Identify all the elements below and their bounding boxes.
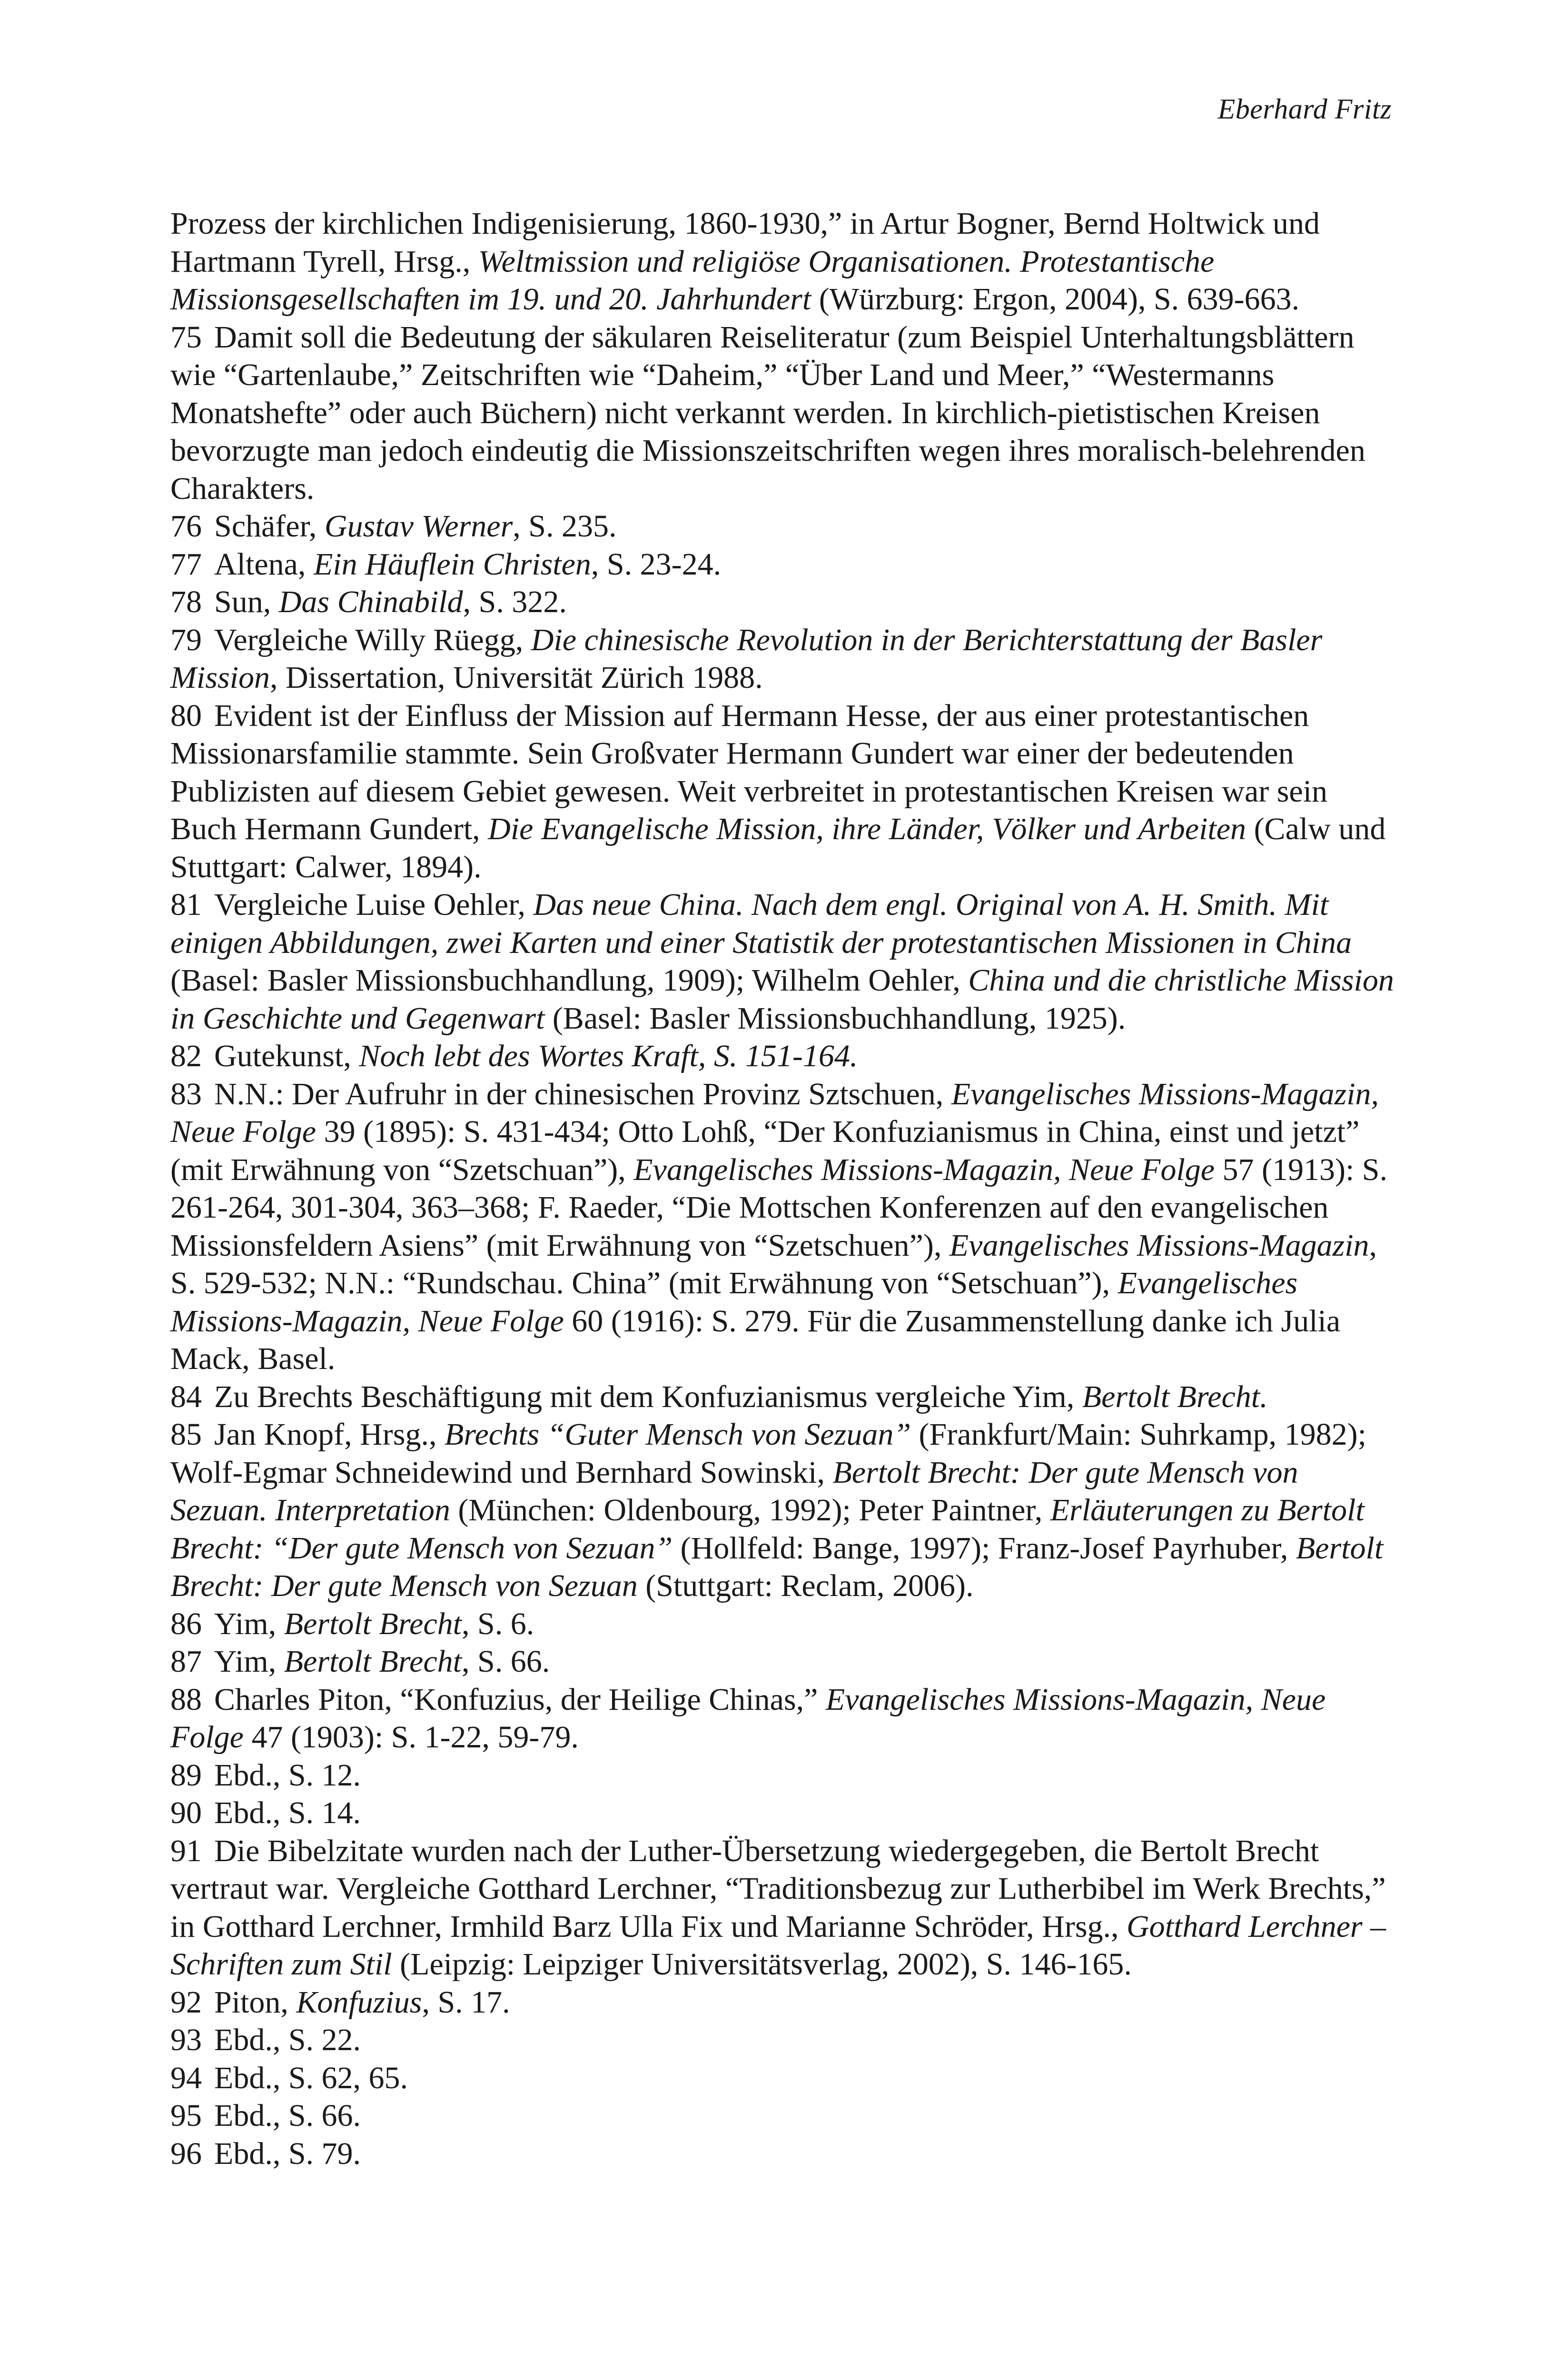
- endnote-title: Weltmission und religiöse Organisationen. Protestantische Missionsgesellschaften im 19. und 20. Jahrhundert: [170, 244, 1215, 317]
- endnote-text: Evident ist der Einfluss der Mission auf Hermann Hesse, der aus einer protestantischen Missionarsfamilie stammte. Sein Großvater Hermann Gundert war einer der bedeutenden Publizisten auf diesem Gebiet gewesen. Weit verbreitet in protestantischen Kreisen war sein Buch Hermann Gundert,: [170, 698, 1328, 846]
- endnote: [170, 507, 1398, 545]
- endnote-title: Erläuterungen zu Bertolt Brecht: “Der gute Mensch von Sezuan”: [170, 1493, 1365, 1566]
- endnote: [170, 1037, 1398, 1075]
- endnote: [170, 2059, 1398, 2097]
- endnote-text: N.N.: Der Aufruhr in der chinesischen Provinz Sztschuen,: [214, 1076, 951, 1111]
- endnote-number: 80: [170, 698, 202, 733]
- running-head: Eberhard Fritz: [1217, 93, 1392, 125]
- endnote: [170, 545, 1398, 584]
- endnote-number: 89: [170, 1757, 202, 1793]
- endnote-number: 91: [170, 1833, 202, 1868]
- endnote: [170, 1983, 1398, 2022]
- endnote-title: Gotthard Lerchner – Schriften zum Stil: [170, 1909, 1386, 1982]
- endnote-title: Die Evangelische Mission, ihre Länder, Völker und Arbeiten: [488, 812, 1246, 846]
- endnote-text: (Basel: Basler Missionsbuchhandlung, 1925).: [544, 1001, 1126, 1036]
- endnote-number: 78: [170, 585, 202, 619]
- endnote-text: Damit soll die Bedeutung der säkularen Reiseliteratur (zum Beispiel Unterhaltungsblättern wie “Gartenlaube,” Zeitschriften wie “Daheim,” “Über Land und Meer,” “Westermanns Monatshefte” oder auch Büchern) nicht verkannt werden. In kirchlich-pietistischen Kreisen bevorzugte man jedoch eindeutig die Missionszeitschriften wegen ihres moralisch-belehrenden Charakters.: [170, 319, 1365, 506]
- endnote: [170, 1378, 1398, 1416]
- endnote: [170, 1756, 1398, 1795]
- endnote-text: (Basel: Basler Missionsbuchhandlung, 1909); Wilhelm Oehler,: [170, 963, 969, 998]
- endnote-text: Vergleiche Willy Rüegg,: [214, 622, 531, 657]
- endnote-number: 84: [170, 1379, 202, 1414]
- endnote-text: (Würzburg: Ergon, 2004), S. 639-663.: [811, 282, 1300, 317]
- endnote-text: Schäfer,: [214, 509, 325, 544]
- endnote-number: 83: [170, 1076, 202, 1111]
- endnote-text: Yim,: [214, 1606, 284, 1641]
- endnote: [170, 886, 1398, 1037]
- endnote-title: Bertolt Brecht: Der gute Mensch von Sezuan. Interpretation: [170, 1455, 1298, 1527]
- endnote: [170, 1681, 1398, 1756]
- endnote-title: Bertolt Brecht: Der gute Mensch von Sezuan: [170, 1530, 1384, 1603]
- endnote: [170, 1605, 1398, 1643]
- endnote-text: , S. 529-532; N.N.: “Rundschau. China” (mit Erwähnung von “Setschuan”),: [170, 1228, 1377, 1300]
- endnote-text: , Dissertation, Universität Zürich 1988.: [270, 660, 763, 695]
- endnote-number: 77: [170, 546, 202, 582]
- endnote-title: Bertolt Brecht.: [1082, 1379, 1268, 1414]
- endnote-text: Prozess der kirchlichen Indigenisierung, 1860-1930,” in Artur Bogner, Bernd Holtwick und Hartmann Tyrell, Hrsg.,: [170, 206, 1320, 279]
- endnote: [170, 2097, 1398, 2135]
- endnote: [170, 318, 1398, 508]
- endnote-title: Noch lebt des Wortes Kraft, S. 151-164.: [359, 1039, 858, 1073]
- endnote-title: Bertolt Brecht: [284, 1644, 462, 1679]
- endnote-title: Das neue China. Nach dem engl. Original von A. H. Smith. Mit einigen Abbildungen, zwei Karten und einer Statistik der protestantischen Missionen in China: [170, 887, 1352, 960]
- endnote: [170, 697, 1398, 886]
- endnote-title: Konfuzius: [296, 1984, 422, 2020]
- endnote-text: Ebd., S. 62, 65.: [214, 2060, 408, 2095]
- endnote-number: 88: [170, 1682, 202, 1717]
- endnote-title: Ein Häuflein Christen: [313, 546, 591, 582]
- endnote-text: , S. 322.: [463, 585, 567, 619]
- endnote-number: 90: [170, 1795, 202, 1830]
- endnote-text: , S. 66.: [461, 1644, 550, 1679]
- endnote: [170, 2021, 1398, 2059]
- endnote-text: Ebd., S. 14.: [214, 1795, 361, 1830]
- endnote-title: Das Chinabild: [278, 585, 463, 619]
- endnote-text: 39 (1895): S. 431-434; Otto Lohß, “Der Konfuzianismus in China, einst und jetzt” (mit Erwähnung von “Szetschuan”),: [170, 1114, 1360, 1187]
- endnote-text: Ebd., S. 22.: [214, 2023, 361, 2057]
- endnote-text: , S. 235.: [513, 509, 617, 544]
- endnote-text: Piton,: [214, 1984, 297, 2020]
- endnote-number: 86: [170, 1606, 202, 1641]
- endnote-number: 92: [170, 1984, 202, 2020]
- endnote: [170, 1643, 1398, 1681]
- endnote-text: Altena,: [214, 546, 314, 582]
- endnote: [170, 1075, 1398, 1378]
- endnote: [170, 621, 1398, 697]
- endnote: [170, 1832, 1398, 1983]
- endnote-number: 85: [170, 1417, 202, 1452]
- endnote-title: Die chinesische Revolution in der Berichterstattung der Basler Mission: [170, 622, 1323, 695]
- endnote-text: 57 (1913): S. 261-264, 301-304, 363–368; F. Raeder, “Die Mottschen Konferenzen auf den evangelischen Missionsfeldern Asiens” (mit Erwähnung von “Szetschuen”),: [170, 1152, 1387, 1263]
- endnote-text: , S. 6.: [461, 1606, 534, 1641]
- endnote-text: (Frankfurt/Main: Suhrkamp, 1982); Wolf-Egmar Schneidewind und Bernhard Sowinski,: [170, 1417, 1366, 1490]
- endnote-title: Bertolt Brecht: [284, 1606, 462, 1641]
- endnote-text: (Stuttgart: Reclam, 2006).: [637, 1568, 974, 1603]
- endnote-title: China und die christliche Mission in Geschichte und Gegenwart: [170, 963, 1394, 1036]
- endnote-number: 87: [170, 1644, 202, 1679]
- endnote-number: 75: [170, 319, 202, 355]
- endnote-text: Sun,: [214, 585, 279, 619]
- endnote: [170, 583, 1398, 621]
- endnotes: [170, 205, 1398, 2172]
- endnote: [170, 2135, 1398, 2173]
- endnote-title: Evangelisches Missions-Magazin, Neue Folge: [633, 1152, 1215, 1187]
- endnote-text: Ebd., S. 12.: [214, 1757, 361, 1793]
- endnote-text: Ebd., S. 79.: [214, 2136, 361, 2171]
- endnote-number: 94: [170, 2060, 202, 2095]
- endnote-text: , S. 23-24.: [591, 546, 722, 582]
- endnote-text: (Leipzig: Leipziger Universitätsverlag, 2002), S. 146-165.: [392, 1947, 1132, 1982]
- endnote-number: 81: [170, 887, 202, 922]
- endnote-title: Evangelisches Missions-Magazin: [949, 1228, 1369, 1263]
- endnote-text: 60 (1916): S. 279. Für die Zusammenstellung danke ich Julia Mack, Basel.: [170, 1303, 1341, 1376]
- endnote-title: Evangelisches Missions-Magazin, Neue Folge: [170, 1682, 1326, 1755]
- endnote-text: (Hollfeld: Bange, 1997); Franz-Josef Payrhuber,: [673, 1530, 1296, 1566]
- endnote-title: Evangelisches Missions-Magazin, Neue Folge: [170, 1076, 1379, 1149]
- endnote-number: 76: [170, 509, 202, 544]
- endnote: [170, 1416, 1398, 1605]
- endnote: [170, 205, 1398, 318]
- endnote-text: Vergleiche Luise Oehler,: [214, 887, 534, 922]
- endnote-text: Gutekunst,: [214, 1039, 359, 1073]
- endnote-number: 79: [170, 622, 202, 657]
- endnote-text: Ebd., S. 66.: [214, 2098, 361, 2133]
- endnote-text: (Calw und Stuttgart: Calwer, 1894).: [170, 812, 1386, 884]
- endnote-title: Gustav Werner: [324, 509, 513, 544]
- endnote-text: 47 (1903): S. 1-22, 59-79.: [243, 1720, 579, 1755]
- endnote-title: Evangelisches Missions-Magazin, Neue Folge: [170, 1266, 1298, 1339]
- endnote-text: , S. 17.: [422, 1984, 510, 2020]
- endnote-text: Charles Piton, “Konfuzius, der Heilige Chinas,”: [214, 1682, 826, 1717]
- endnote-text: Zu Brechts Beschäftigung mit dem Konfuzianismus vergleiche Yim,: [214, 1379, 1082, 1414]
- endnote-text: (München: Oldenbourg, 1992); Peter Paintner,: [450, 1493, 1050, 1527]
- endnote-text: Die Bibelzitate wurden nach der Luther-Übersetzung wiedergegeben, die Bertolt Brecht vertraut war. Vergleiche Gotthard Lerchner, “Traditionsbezug zur Lutherbibel im Werk Brechts,” in Gotthard Lerchner, Irmhild Barz Ulla Fix und Marianne Schröder, Hrsg.,: [170, 1833, 1386, 1944]
- endnote-number: 96: [170, 2136, 202, 2171]
- endnote-number: 95: [170, 2098, 202, 2133]
- endnote-text: Jan Knopf, Hrsg.,: [214, 1417, 445, 1452]
- endnote-text: Yim,: [214, 1644, 284, 1679]
- endnote-title: Brechts “Guter Mensch von Sezuan”: [444, 1417, 911, 1452]
- endnote-number: 82: [170, 1039, 202, 1073]
- endnote: [170, 1794, 1398, 1832]
- endnote-number: 93: [170, 2023, 202, 2057]
